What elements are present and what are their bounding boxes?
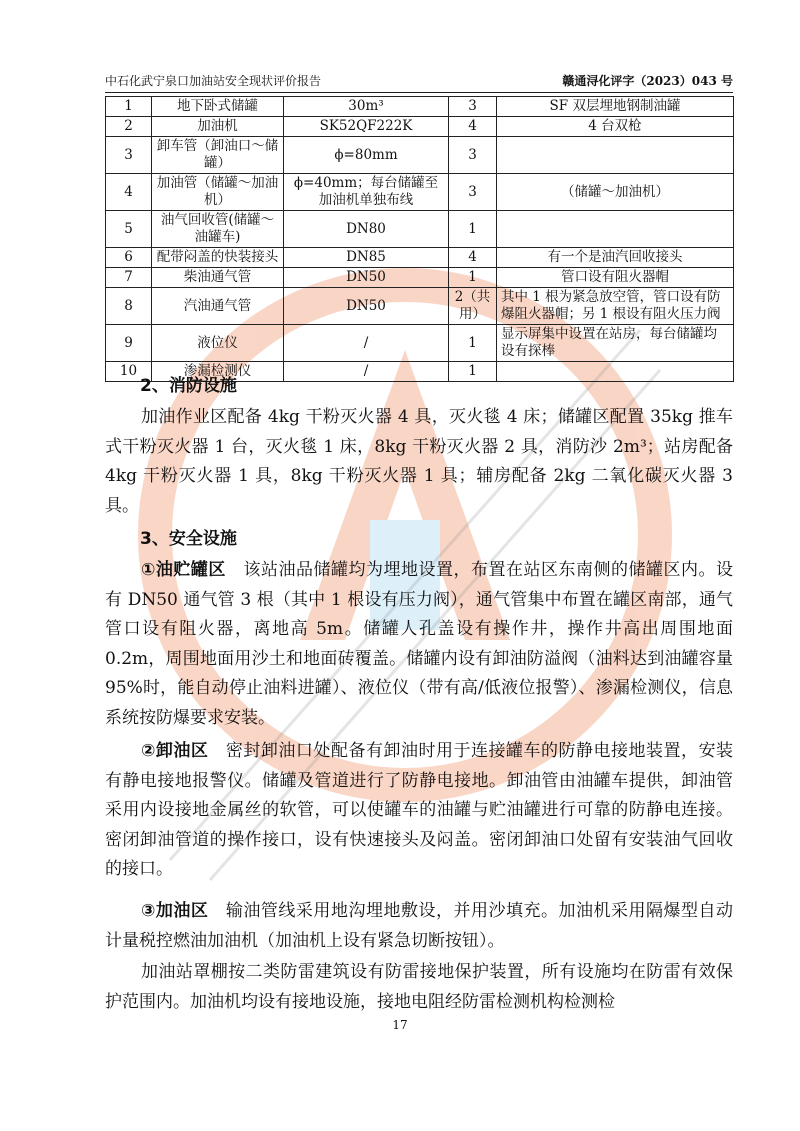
table-row — [106, 117, 734, 137]
table-cell: ϕ=80mm — [284, 137, 449, 174]
table-cell: 2 — [106, 117, 152, 137]
section-heading-safety: 3、安全设施 — [140, 529, 237, 549]
unloading-area-text: 密封卸油口处配备有卸油时用于连接罐车的防静电接地装置，安装有静电接地报警仪。储罐及管道进行了防静电接地。卸油管由油罐车提供，卸油管采用内设接地金属丝的软管，可以使罐车的油罐与贮油罐进行可靠的防静电连接。密闭卸油管道的操作接口，设有快速接头及闷盖。密闭卸油口处留有安装油气回收的接口。 — [105, 741, 734, 879]
table-cell: 配带闷盖的快装接头 — [152, 248, 284, 268]
unloading-area-label: ②卸油区 — [141, 741, 209, 761]
refueling-area-label: ③加油区 — [141, 901, 209, 921]
table-cell: 3 — [449, 174, 497, 211]
safety-paragraph-refueling-area — [105, 897, 733, 956]
tank-area-label: ①油贮罐区 — [141, 560, 226, 580]
table-cell: 显示屏集中设置在站房，每台储罐均设有探棒 — [497, 325, 734, 362]
table-cell: 1 — [449, 211, 497, 248]
table-cell: 1 — [106, 97, 152, 117]
table-cell — [497, 362, 734, 382]
table-cell: 液位仪 — [152, 325, 284, 362]
table-cell: 3 — [106, 137, 152, 174]
equipment-table — [105, 96, 734, 382]
table-row — [106, 248, 734, 268]
table-cell: 3 — [449, 97, 497, 117]
table-cell: 1 — [449, 362, 497, 382]
report-title: 中石化武宁泉口加油站安全现状评价报告 — [105, 74, 322, 88]
page-number: 17 — [392, 1018, 408, 1032]
table-cell: 管口设有阻火器帽 — [497, 268, 734, 288]
page-header — [105, 72, 733, 90]
table-cell: DN50 — [284, 288, 449, 325]
table-cell: 油气回收管(储罐～油罐车) — [152, 211, 284, 248]
table-cell: DN50 — [284, 268, 449, 288]
table-cell: 汽油通气管 — [152, 288, 284, 325]
table-cell: 地下卧式储罐 — [152, 97, 284, 117]
table-row — [106, 174, 734, 211]
table-row — [106, 325, 734, 362]
table-cell: 8 — [106, 288, 152, 325]
table-cell: / — [284, 362, 449, 382]
tank-area-text: 该站油品储罐均为埋地设置，布置在站区东南侧的储罐区内。设有 DN50 通气管 3 根（其中 1 根设有压力阀），通气管集中布置在罐区南部，通气管口设有阻火器，离地高 5m。储罐人孔盖设有操作井，操作井高出周围地面 0.2m，周围地面用沙土和地面砖覆盖。储罐内设有卸油防溢阀（油料达到油罐容量 95%时，能自动停止油料进罐）、液位仪（带有高/低液位报警）、渗漏检测仪，信息系统按防爆要求安装。 — [105, 560, 734, 728]
table-cell: 2（共用） — [449, 288, 497, 325]
table-cell: 1 — [449, 268, 497, 288]
table-cell: ϕ=40mm；每台储罐至加油机单独布线 — [284, 174, 449, 211]
refueling-area-text: 输油管线采用地沟埋地敷设，并用沙填充。加油机采用隔爆型自动计量税控燃油加油机（加油机上设有紧急切断按钮）。 — [105, 901, 734, 951]
table-cell — [497, 137, 734, 174]
table-cell: 4 台双枪 — [497, 117, 734, 137]
safety-paragraph-unloading-area — [105, 737, 733, 885]
table-cell: 其中 1 根为紧急放空管，管口设有防爆阻火器帽；另 1 根设有阻火压力阀 — [497, 288, 734, 325]
header-divider — [105, 92, 733, 93]
table-cell: 加油管（储罐～加油机） — [152, 174, 284, 211]
table-row — [106, 268, 734, 288]
table-cell: 卸车管（卸油口～储罐） — [152, 137, 284, 174]
table-cell: 7 — [106, 268, 152, 288]
safety-paragraph-lightning: 加油站罩棚按二类防雷建筑设有防雷接地保护装置，所有设施均在防雷有效保护范围内。加油机均设有接地设施，接地电阻经防雷检测机构检测检 — [105, 962, 733, 1012]
table-cell: DN80 — [284, 211, 449, 248]
table-cell: SK52QF222K — [284, 117, 449, 137]
table-cell: 10 — [106, 362, 152, 382]
table-cell: 4 — [106, 174, 152, 211]
report-number: 赣通浔化评字（2023）043 号 — [562, 74, 733, 88]
table-cell: 4 — [449, 248, 497, 268]
fire-facilities-paragraph: 加油作业区配备 4kg 干粉灭火器 4 具，灭火毯 4 床；储罐区配置 35kg 推车式干粉灭火器 1 台，灭火毯 1 床，8kg 干粉灭火器 2 具，消防沙 2m³；站房配备 4kg 干粉灭火器 1 具，8kg 干粉灭火器 1 具；辅房配备 2kg 二氧化碳灭火器 3 具。 — [105, 407, 733, 516]
section-heading-fire: 2、消防设施 — [140, 376, 237, 396]
table-row — [106, 97, 734, 117]
table-cell: 30m³ — [284, 97, 449, 117]
table-cell: 1 — [449, 325, 497, 362]
table-cell: （储罐～加油机） — [497, 174, 734, 211]
table-cell: 6 — [106, 248, 152, 268]
table-cell: 有一个是油汽回收接头 — [497, 248, 734, 268]
table-row — [106, 137, 734, 174]
table-cell: SF 双层埋地钢制油罐 — [497, 97, 734, 117]
table-cell: 4 — [449, 117, 497, 137]
table-row — [106, 211, 734, 248]
table-cell: 柴油通气管 — [152, 268, 284, 288]
table-cell: 渗漏检测仪 — [152, 362, 284, 382]
table-row — [106, 288, 734, 325]
table-cell: 3 — [449, 137, 497, 174]
table-cell: 5 — [106, 211, 152, 248]
table-cell: 9 — [106, 325, 152, 362]
safety-paragraph-tank-area — [105, 556, 733, 733]
table-cell: DN85 — [284, 248, 449, 268]
table-cell: 加油机 — [152, 117, 284, 137]
table-cell — [497, 211, 734, 248]
table-cell: / — [284, 325, 449, 362]
